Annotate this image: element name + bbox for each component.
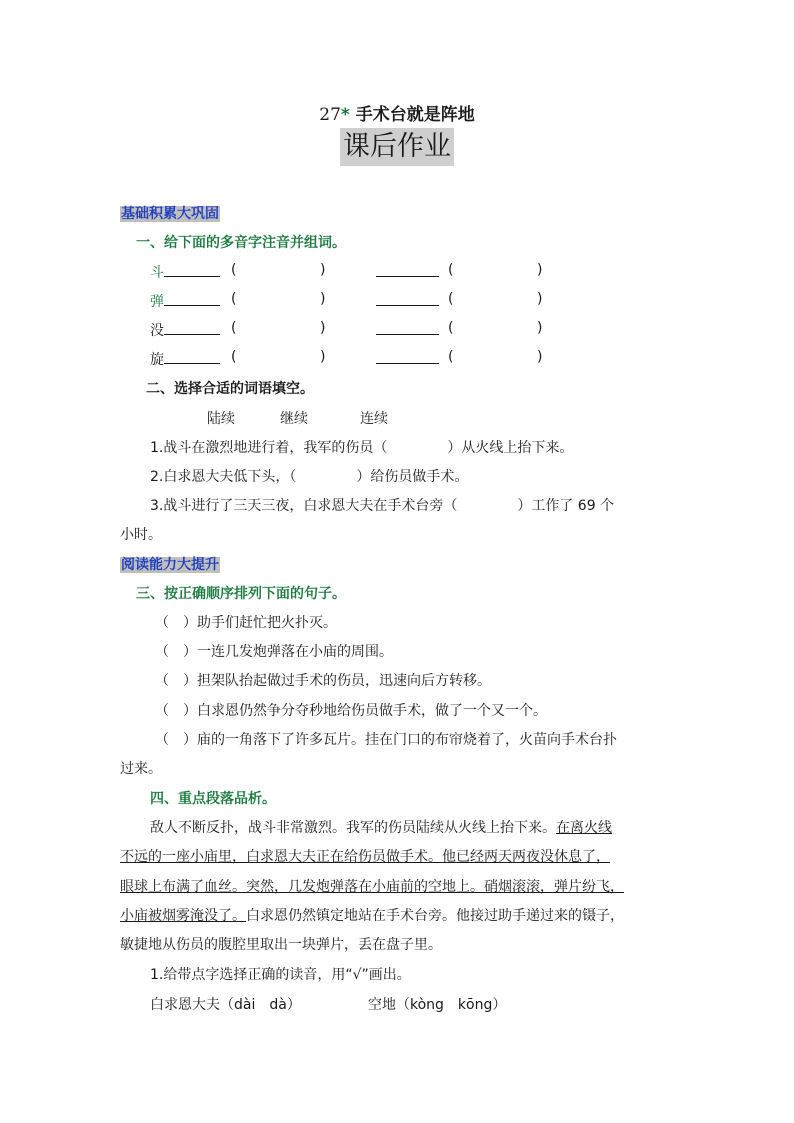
- passage-line: 敏捷地从伤员的腹腔里取出一块弹片，丢在盘子里。: [120, 937, 442, 953]
- q2-item-text: ）从火线上抬下来。: [447, 440, 574, 456]
- answer-blank[interactable]: [164, 320, 220, 335]
- word-choice: 继续: [280, 411, 308, 427]
- paren-close: ): [320, 262, 326, 278]
- passage-text: 敌人不断反扑，战斗非常激烈。我军的伤员陆续从火线上抬下来。: [150, 820, 556, 836]
- q2-item-text: 3.战斗进行了三天三夜，白求恩大夫在手术台旁（: [150, 498, 458, 514]
- order-paren[interactable]: （ ）: [155, 703, 197, 719]
- paren-close: ): [537, 291, 543, 307]
- q2-item-3-cont: 小时。: [120, 527, 162, 543]
- answer-blank-row: [376, 291, 439, 310]
- polyphone-char: 斗: [150, 265, 164, 281]
- passage-text-underlined: 眼球上布满了血丝。: [120, 879, 246, 895]
- passage-text-underlined: 在离火线: [556, 820, 612, 836]
- passage-text-underlined: 小庙被烟雾淹没了。: [120, 908, 246, 924]
- paren-close: ): [537, 349, 543, 365]
- polyphone-char: 旋: [150, 352, 164, 368]
- order-text: 助手们赶忙把火扑灭。: [197, 615, 337, 631]
- passage-text: 白求恩仍然镇定地站在手术台旁。他接过助手递过来的镊子，: [246, 908, 624, 924]
- answer-blank[interactable]: [376, 320, 439, 335]
- order-item: [155, 729, 617, 749]
- q1-row: [150, 320, 220, 340]
- lesson-number: 27: [319, 105, 341, 125]
- answer-blank-row: [376, 320, 439, 339]
- paren-open: (: [231, 320, 237, 336]
- paren-open: (: [231, 291, 237, 307]
- order-text: 担架队抬起做过手术的伤员，迅速向后方转移。: [197, 673, 491, 689]
- q4-heading: 四、重点段落品析。: [150, 791, 276, 807]
- passage-line: [120, 876, 624, 896]
- order-item-cont: 过来。: [120, 761, 162, 777]
- section-label-reading: [120, 554, 220, 575]
- order-item: [155, 612, 337, 632]
- passage-line: [120, 905, 624, 925]
- answer-blank[interactable]: [376, 262, 439, 277]
- q2-heading: 二、选择合适的词语填空。: [146, 381, 314, 397]
- q2-item-text: ）工作了 69 个: [517, 498, 615, 514]
- passage-line: [150, 817, 612, 837]
- section-label: 阅读能力大提升: [121, 557, 219, 573]
- paren-close: ): [537, 320, 543, 336]
- paren-open: (: [231, 349, 237, 365]
- paren-open: (: [448, 291, 454, 307]
- q1-row: [150, 291, 220, 311]
- paren-open: (: [448, 262, 454, 278]
- paren-close: ): [320, 291, 326, 307]
- pinyin-choice-b[interactable]: 空地（kòng kōng）: [368, 997, 507, 1013]
- answer-blank-row: [376, 349, 439, 368]
- worksheet-title: [0, 100, 794, 125]
- order-paren[interactable]: （ ）: [155, 673, 197, 689]
- order-item: [155, 700, 547, 720]
- order-paren[interactable]: （ ）: [155, 644, 197, 660]
- q4-sub1: 1.给带点字选择正确的读音，用“√”画出。: [150, 967, 411, 983]
- polyphone-char: 弹: [150, 294, 164, 310]
- q2-item-text: ）给伤员做手术。: [356, 469, 469, 485]
- subtitle-wrap: [0, 128, 794, 166]
- word-choice: 陆续: [207, 411, 235, 427]
- lesson-title: 手术台就是阵地: [355, 105, 475, 125]
- q1-heading: 一、给下面的多音字注音并组词。: [136, 235, 346, 251]
- q2-item-2: [150, 466, 468, 486]
- paren-open: (: [448, 349, 454, 365]
- q2-item-text: 1.战斗在激烈地进行着，我军的伤员（: [150, 440, 388, 456]
- q2-item-1: [150, 437, 573, 457]
- paren-open: (: [448, 320, 454, 336]
- q1-row: [150, 262, 220, 282]
- passage-line: 不远的一座小庙里，白求恩大夫正在给伤员做手术。他已经两天两夜没休息了，: [120, 849, 610, 865]
- order-paren[interactable]: （ ）: [155, 732, 197, 748]
- order-text: 一连几发炮弹落在小庙的周围。: [197, 644, 393, 660]
- q2-item-3: [150, 495, 614, 515]
- pinyin-choice-a[interactable]: 白求恩大夫（dài dà）: [150, 997, 301, 1013]
- paren-close: ): [320, 349, 326, 365]
- q2-item-text: 2.白求恩大夫低下头，（: [150, 469, 297, 485]
- order-item: [155, 641, 393, 661]
- answer-blank[interactable]: [376, 291, 439, 306]
- order-item: [155, 670, 491, 690]
- answer-blank-row: [376, 262, 439, 281]
- word-choice: 连续: [360, 411, 388, 427]
- section-label: 基础积累大巩固: [121, 206, 219, 222]
- answer-blank[interactable]: [164, 349, 220, 364]
- polyphone-char: 没: [150, 323, 164, 339]
- paren-close: ): [320, 320, 326, 336]
- page-subtitle: 课后作业: [340, 128, 454, 166]
- star-mark: *: [340, 105, 350, 125]
- section-label-basic: [120, 203, 220, 224]
- q1-row: [150, 349, 220, 369]
- paren-close: ): [537, 262, 543, 278]
- answer-blank[interactable]: [376, 349, 439, 364]
- answer-blank[interactable]: [164, 291, 220, 306]
- answer-blank[interactable]: [164, 262, 220, 277]
- paren-open: (: [231, 262, 237, 278]
- q3-heading: 三、按正确顺序排列下面的句子。: [136, 586, 346, 602]
- order-paren[interactable]: （ ）: [155, 615, 197, 631]
- order-text: 庙的一角落下了许多瓦片。挂在门口的布帘烧着了，火苗向手术台扑: [197, 732, 617, 748]
- passage-text-underlined: 突然，几发炮弹落在小庙前的空地上。硝烟滚滚，弹片纷飞，: [246, 879, 624, 895]
- order-text: 白求恩仍然争分夺秒地给伤员做手术，做了一个又一个。: [197, 703, 547, 719]
